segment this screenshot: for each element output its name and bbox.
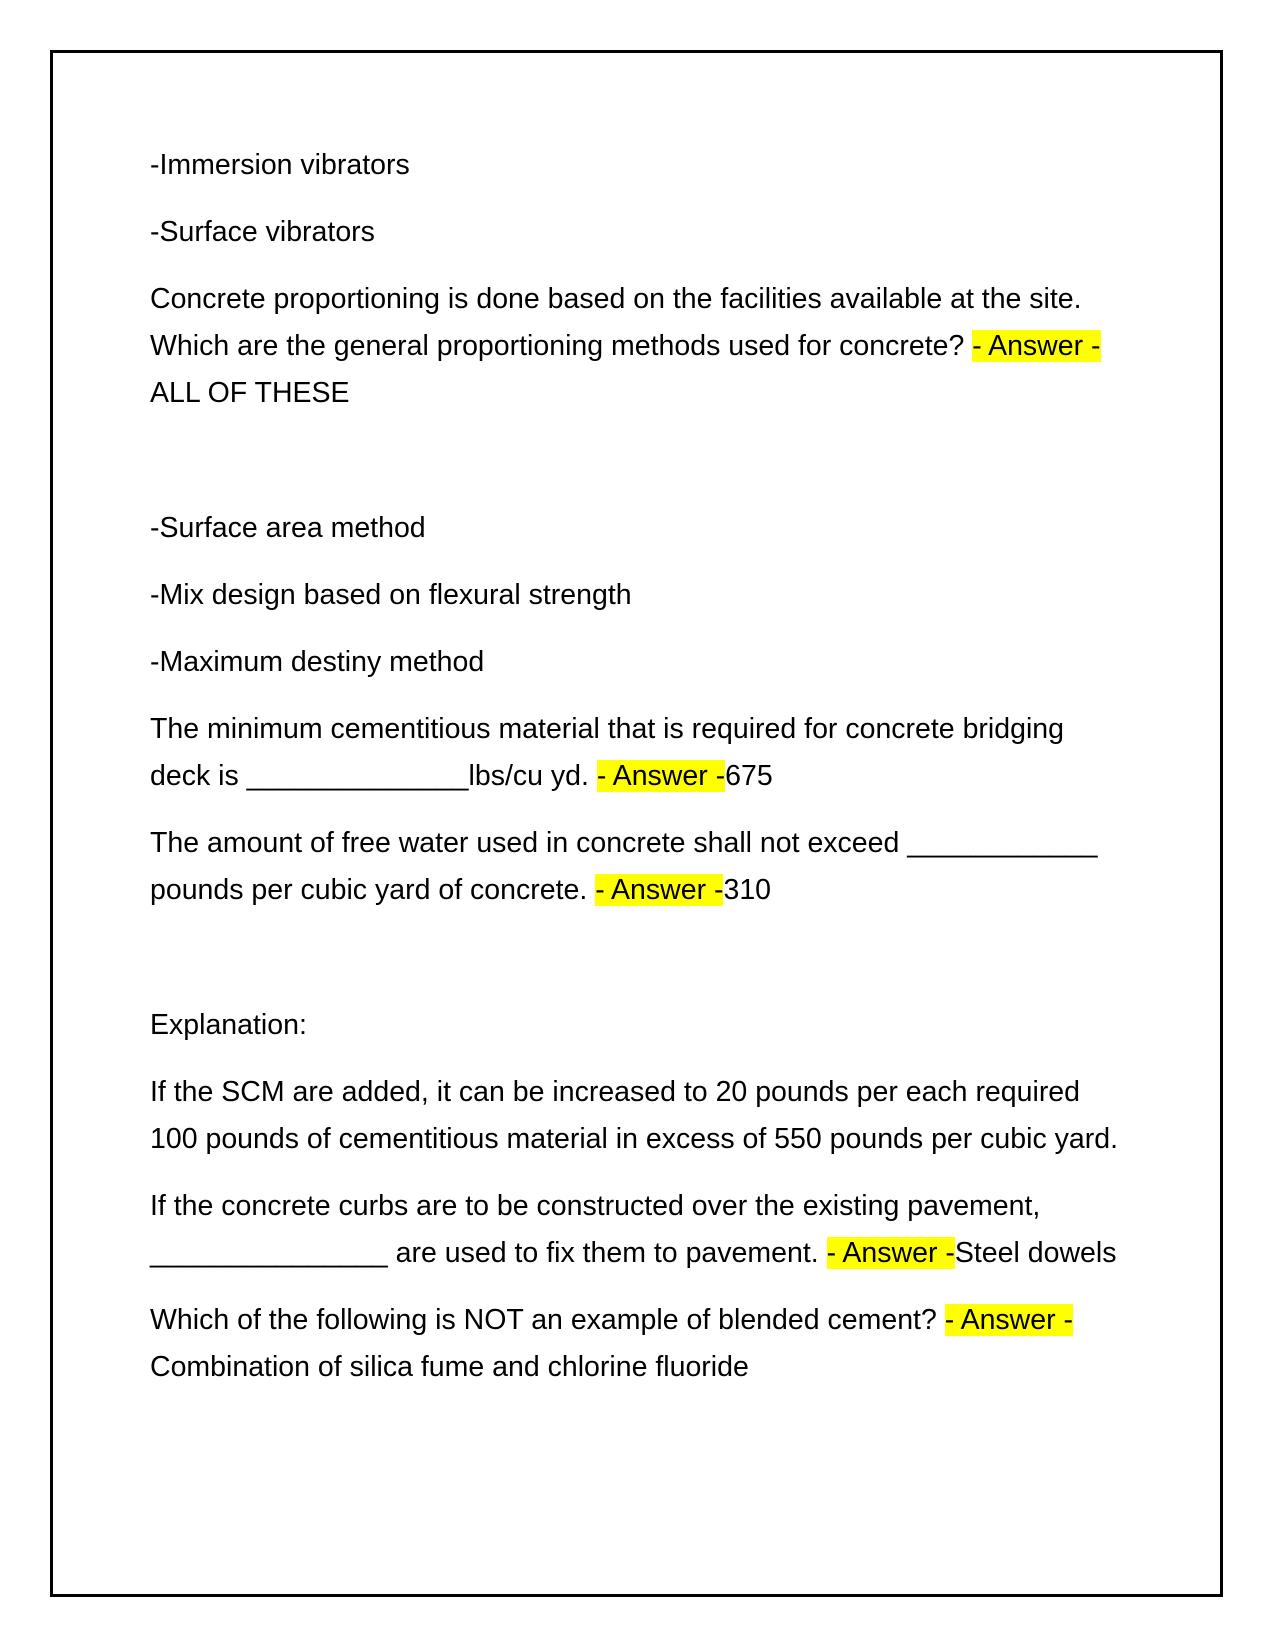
question-proportioning-methods	[150, 276, 1125, 417]
explanation-heading: Explanation:	[150, 1009, 307, 1041]
answer-marker: - Answer -	[595, 874, 724, 906]
answer-text: Combination of silica fume and chlorine fluoride	[150, 1351, 749, 1383]
list-item-surface-vibrators: -Surface vibrators	[150, 216, 375, 248]
spacer	[150, 934, 1125, 1002]
answer-text: ALL OF THESE	[150, 377, 350, 409]
document-body	[150, 142, 1125, 1411]
answer-marker: - Answer -	[826, 1237, 955, 1269]
answer-marker: - Answer -	[944, 1304, 1074, 1336]
answer-marker: - Answer -	[596, 760, 726, 792]
list-item-maximum-destiny: -Maximum destiny method	[150, 646, 485, 678]
spacer	[150, 437, 1125, 505]
answer-text: 310	[723, 874, 772, 906]
list-item-flexural-strength: -Mix design based on flexural strength	[150, 579, 632, 611]
answer-text: 675	[725, 760, 773, 792]
question-text: Which of the following is NOT an example of blended cement?	[150, 1304, 945, 1336]
question-minimum-cementitious	[150, 706, 1125, 800]
question-blended-cement	[150, 1297, 1125, 1391]
question-concrete-curbs	[150, 1183, 1125, 1277]
answer-text: Steel dowels	[954, 1237, 1117, 1269]
question-text: The minimum cementitious material that is required for concrete bridging deck is ______________lbs/cu yd.	[150, 713, 1064, 792]
question-free-water	[150, 820, 1125, 914]
question-text: Concrete proportioning is done based on the facilities available at the site. Which are the general proportioning methods used for concrete?	[150, 283, 1082, 362]
answer-marker: - Answer -	[972, 330, 1101, 362]
explanation-text: If the SCM are added, it can be increased to 20 pounds per each required 100 pounds of cementitious material in excess of 550 pounds per cubic yard.	[150, 1076, 1118, 1155]
question-text: The amount of free water used in concrete shall not exceed ____________ pounds per cubic yard of concrete.	[150, 827, 1098, 906]
question-text: If the concrete curbs are to be constructed over the existing pavement, _______________ are used to fix them to pavement.	[150, 1190, 1041, 1269]
list-item-surface-area-method: -Surface area method	[150, 512, 426, 544]
list-item-immersion-vibrators: -Immersion vibrators	[150, 149, 410, 181]
